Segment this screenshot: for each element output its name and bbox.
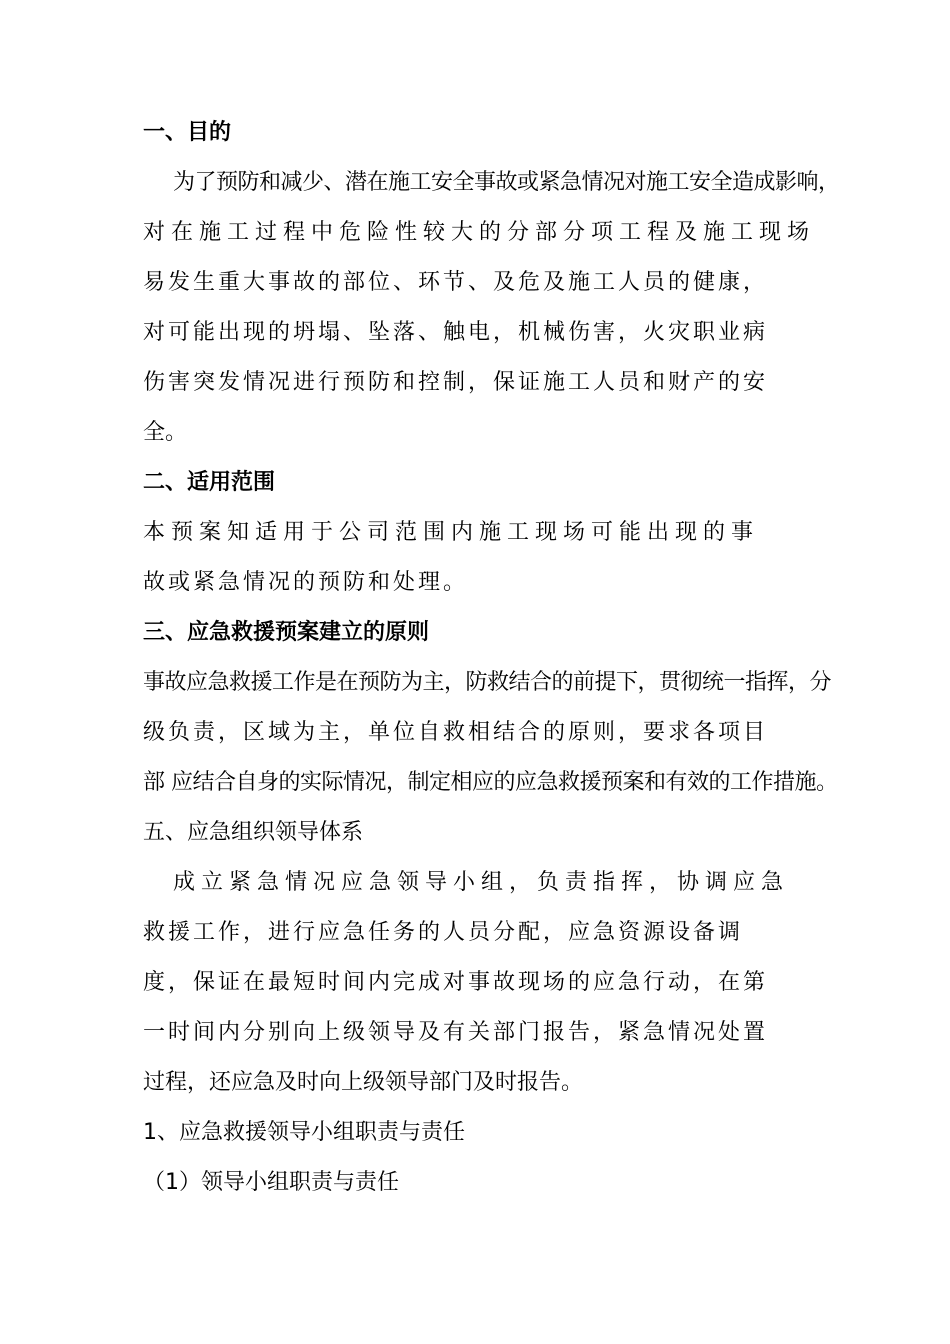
subsection-heading: （1）领导小组职责与责任 bbox=[143, 1170, 399, 1195]
paragraph-line: 一时间内分别向上级领导及有关部门报告，紧急情况处置 bbox=[143, 1020, 769, 1045]
subsection-heading: 1、应急救援领导小组职责与责任 bbox=[143, 1120, 465, 1145]
section-heading-principles: 三、应急救援预案建立的原则 bbox=[143, 620, 430, 645]
paragraph-line: 救援工作，进行应急任务的人员分配，应急资源设备调 bbox=[143, 920, 744, 945]
paragraph-line: 本预案知适用于公司范围内施工现场可能出现的事 bbox=[143, 520, 760, 545]
section-heading-scope: 二、适用范围 bbox=[143, 470, 276, 495]
paragraph-line: 过程，还应急及时向上级领导部门及时报告。 bbox=[143, 1070, 584, 1095]
paragraph-line: 事故应急救援工作是在预防为主，防救结合的前提下，贯彻统一指挥，分 bbox=[143, 670, 832, 695]
section-heading-organization: 五、应急组织领导体系 bbox=[143, 820, 364, 845]
paragraph-line: 级负责，区域为主，单位自救相结合的原则，要求各项目 bbox=[143, 720, 769, 745]
paragraph-line: 为了预防和减少、潜在施工安全事故或紧急情况对施工安全造成影响， bbox=[173, 170, 840, 195]
paragraph-line: 易发生重大事故的部位、环节、及危及施工人员的健康， bbox=[143, 270, 769, 295]
paragraph-line: 成立紧急情况应急领导小组，负责指挥，协调应急 bbox=[173, 870, 790, 895]
paragraph-line: 部 应结合自身的实际情况，制定相应的应急救援预案和有效的工作措施。 bbox=[143, 770, 838, 795]
paragraph-line: 故或紧急情况的预防和处理。 bbox=[143, 570, 469, 595]
paragraph-line: 对在施工过程中危险性较大的分部分项工程及施工现场 bbox=[143, 220, 816, 245]
paragraph-line: 伤害突发情况进行预防和控制，保证施工人员和财产的安 bbox=[143, 370, 769, 395]
paragraph-line: 全。 bbox=[143, 420, 188, 445]
paragraph-line: 对可能出现的坍塌、坠落、触电，机械伤害，火灾职业病 bbox=[143, 320, 769, 345]
paragraph-line: 度，保证在最短时间内完成对事故现场的应急行动，在第 bbox=[143, 970, 769, 995]
section-heading-purpose: 一、目的 bbox=[143, 120, 232, 145]
